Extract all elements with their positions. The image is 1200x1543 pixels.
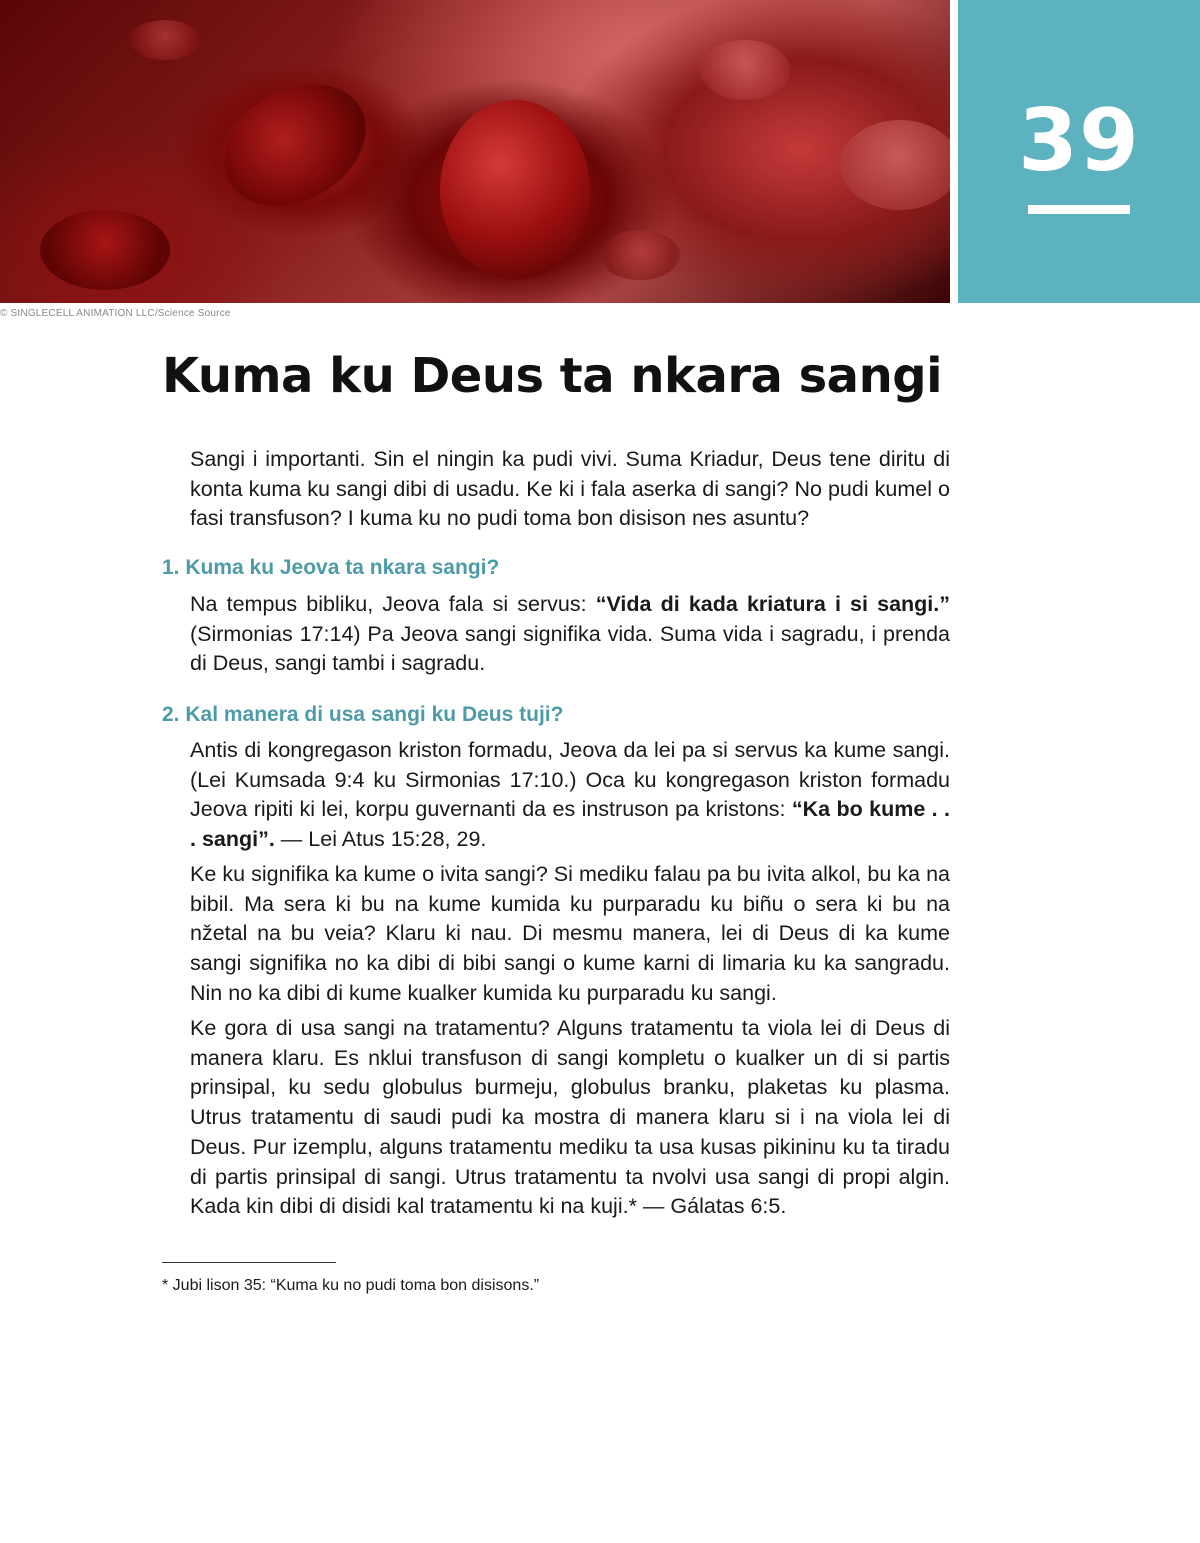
footnote-divider — [162, 1262, 336, 1263]
section-2-question: 2. Kal manera di usa sangi ku Deus tuji? — [162, 703, 564, 726]
photo-credit: © SINGLECELL ANIMATION LLC/Science Source — [0, 308, 231, 319]
section-2-paragraph-2: Ke ku signifika ka kume o ivita sangi? Si mediku falau pa bu ivita alkol, bu ka na bibil. Ma sera ki bu na kume kumida ku purparadu ku biñu o sera ki bu na nžetal na bu veia? Klaru ki nau. Di mesmu manera, lei di Deus di ka kume sangi signifika no ka dibi di bibi sangi o kume karni di limaria ku ka sangradu. Nin no ka dibi di kume kualker kumida ku purparadu ku sangi. — [190, 862, 950, 1005]
scripture-quote: “Ka bo kume . . . sangi”. — [190, 797, 950, 852]
intro-paragraph: Sangi i importanti. Sin el ningin ka pudi vivi. Suma Kriadur, Deus tene diritu di konta kuma ku sangi dibi di usadu. Ke ki i fala aserka di sangi? No pudi kumel o fasi transfuson? I kuma ku no pudi toma bon disison nes asuntu? — [190, 447, 950, 531]
hero-image-blood-cells — [0, 0, 950, 303]
section-1-paragraph: Na tempus bibliku, Jeova fala si servus: “Vida di kada kriatura i si sangi.” (Sirmonias 17:14) Pa Jeova sangi signifika vida. Suma vida i sagradu, i prenda di Deus, sangi tambi i sagradu. — [190, 592, 950, 676]
lesson-number-badge — [958, 0, 1200, 303]
lesson-number: 39 — [1018, 91, 1140, 191]
red-blood-cell — [840, 120, 950, 210]
red-blood-cell — [440, 100, 590, 280]
page-title: Kuma ku Deus ta nkara sangi — [162, 348, 943, 404]
section-1-question: 1. Kuma ku Jeova ta nkara sangi? — [162, 556, 500, 579]
section-2-paragraph-3: Ke gora di usa sangi na tratamentu? Alguns tratamentu ta viola lei di Deus di manera klaru. Es nklui transfuson di sangi kompletu o kualker un di si partis prinsipal, ku sedu globulus burmeju, globulus branku, plaketas ku plasma. Utrus tratamentu di saudi pudi ka mostra di manera klaru si i na viola lei di Deus. Pur izemplu, alguns tratamentu mediku ta usa kusas pikininu ku ta tiradu di partis prinsipal di sangi. Utrus tratamentu ta nvolvi usa sangi di propi algin. Kada kin dibi di disidi kal tratamentu ki na kuji.* — Gálatas 6:5. — [190, 1016, 950, 1219]
red-blood-cell — [203, 60, 388, 230]
red-blood-cell — [600, 230, 680, 280]
red-blood-cell — [700, 40, 790, 100]
footnote: * Jubi lison 35: “Kuma ku no pudi toma bon disisons.” — [162, 1277, 540, 1294]
red-blood-cell — [130, 20, 200, 60]
section-2-paragraph-1: Antis di kongregason kriston formadu, Jeova da lei pa si servus ka kume sangi. (Lei Kumsada 9:4 ku Sirmonias 17:10.) Oca ku kongregason kriston formadu Jeova ripiti ki lei, korpu guvernanti da es instruson pa kristons: “Ka bo kume . . . sangi”. — Lei Atus 15:28, 29. — [190, 738, 950, 852]
badge-underline — [1028, 205, 1130, 214]
scripture-quote: “Vida di kada kriatura i si sangi.” — [595, 592, 950, 616]
red-blood-cell — [40, 210, 170, 290]
